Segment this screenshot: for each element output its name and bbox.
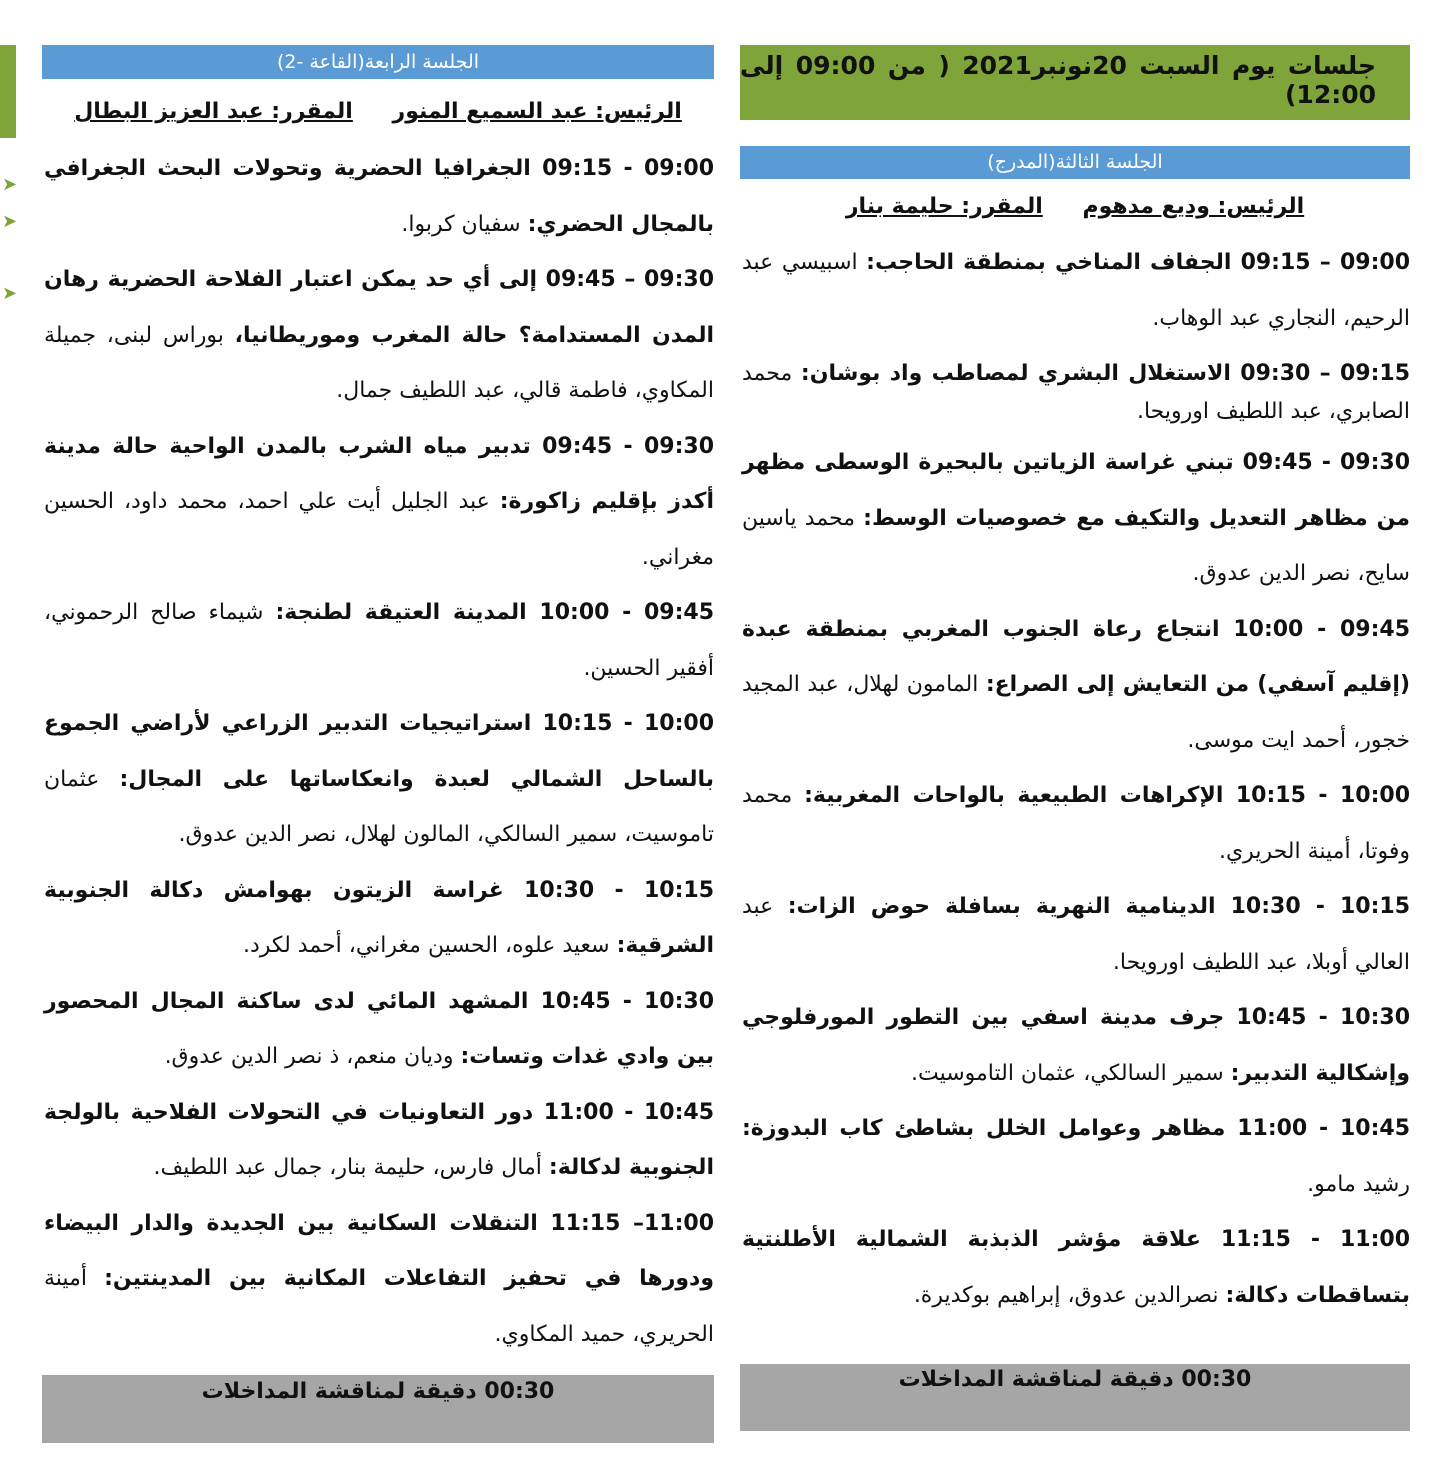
talk-item: 11:00 - 11:15 علاقة مؤشر الذبذبة الشمالية الأطلنتية بتساقطات دكالة: نصرالدين عدوق، إبراهيم بوكديرة. [742,1227,1411,1308]
session-4-title: الجلسة الرابعة(القاعة -2) [42,45,714,79]
session-4-chair: الرئيس: عبد السميع المنور [392,99,682,124]
talk-item: 09:30 - 09:45 تبني غراسة الزياتين بالبحيرة الوسطى مظهر من مظاهر التعديل والتكيف مع خصوصيات الوسط: محمد ياسين سايح، نصر الدين عدوق. [742,450,1410,586]
talk-item: 09:45 - 10:00 انتجاع رعاة الجنوب المغربي بمنطقة عبدة (إقليم آسفي) من التعايش إلى الصراع: المامون لهلال، عبد المجيد خجور، أحمد ايت موسى. [742,616,1410,753]
session-3-rapporteur: المقرر: حليمة بنار [845,194,1043,219]
talk-item: 11:00– 11:15 التنقلات السكانية بين الجديدة والدار البيضاء ودورها في تحفيز التفاعلات المكانية بين المدينتين: أمينة الحريري، حميد المكاوي. [44,1210,714,1347]
talk-item: 09:30 - 09:45 تدبير مياه الشرب بالمدن الواحية حالة مدينة أكدز بإقليم زاكورة: عبد الجليل أيت علي احمد، محمد داود، الحسين مغراني. [44,433,714,570]
session-3-title: الجلسة الثالثة(المدرج) [740,146,1410,179]
session-4-rapporteur: المقرر: عبد العزيز البطال [74,99,353,124]
day-header: جلسات يوم السبت 20نونبر2021 ( من 09:00 إلى 12:00) [740,45,1410,120]
session-3-column [740,45,1410,1323]
talk-item: 10:30 - 10:45 المشهد المائي لدى ساكنة المجال المحصور بين وادي غدات وتسات: وديان منعم، ذ نصر الدين عدوق. [44,988,714,1069]
session-4-chairs [42,79,714,141]
talk-item: 10:00 - 10:15 استراتيجيات التدبير الزراعي لأراضي الجموع بالساحل الشمالي لعبدة وانعكاساتها على المجال: عثمان تاموسيت، سمير السالكي، المالون لهلال، نصر الدين عدوق. [44,711,715,847]
talk-item: 09:00 – 09:15 الجفاف المناخي بمنطقة الحاجب: اسبيسي عبد الرحيم، النجاري عبد الوهاب. [742,250,1410,331]
talk-item: 10:30 - 10:45 جرف مدينة اسفي بين التطور المورفلوجي وإشكالية التدبير: سمير السالكي، عثمان التاموسيت. [742,1005,1410,1086]
bullet-arrow-icon: ➤ [2,174,18,195]
talk-item: 10:00 - 10:15 الإكراهات الطبيعية بالواحات المغربية: محمد وفوتا، أمينة الحريري. [742,783,1410,864]
bullet-arrow-icon: ➤ [2,211,18,232]
session-3-discussion: 00:30 دقيقة لمناقشة المداخلات [740,1364,1410,1431]
talk-item: 09:30 – 09:45 إلى أي حد يمكن اعتبار الفلاحة الحضرية رهان المدن المستدامة؟ حالة المغرب وموريطانيا، بوراس لبنى، جميلة المكاوي، فاطمة قالي، عبد اللطيف جمال. [44,267,714,403]
talk-item: 10:15 - 10:30 غراسة الزيتون بهوامش دكالة الجنوبية الشرقية: سعيد علوه، الحسين مغراني، أحمد لكرد. [44,877,715,958]
adjacent-page-green-bar [0,45,16,138]
session-4-discussion: 00:30 دقيقة لمناقشة المداخلات [42,1375,714,1443]
session-4-column [42,45,714,1362]
session-3-chairs [740,179,1410,235]
session-3-chair: الرئيس: وديع مدهوم [1082,194,1305,219]
talk-item: 09:00 - 09:15 الجغرافيا الحضرية وتحولات البحث الجغرافي بالمجال الحضري: سفيان كربوا. [44,156,714,237]
talk-item: 09:45 - 10:00 المدينة العتيقة لطنجة: شيماء صالح الرحموني، أفقير الحسين. [44,600,714,681]
bullet-arrow-icon: ➤ [2,283,18,304]
talk-item: 10:15 - 10:30 الدينامية النهرية بسافلة حوض الزات: عبد العالي أوبلا، عبد اللطيف اورويحا. [742,894,1410,975]
talk-item: 10:45 - 11:00 مظاهر وعوامل الخلل بشاطئ كاب البدوزة: رشيد مامو. [742,1116,1410,1197]
talk-item: 09:15 – 09:30 الاستغلال البشري لمصاطب واد بوشان: محمد الصابري، عبد اللطيف اورويحا. [742,361,1411,424]
talk-item: 10:45 - 11:00 دور التعاونيات في التحولات الفلاحية بالولجة الجنوبية لدكالة: أمال فارس، حليمة بنار، جمال عبد اللطيف. [44,1099,714,1180]
